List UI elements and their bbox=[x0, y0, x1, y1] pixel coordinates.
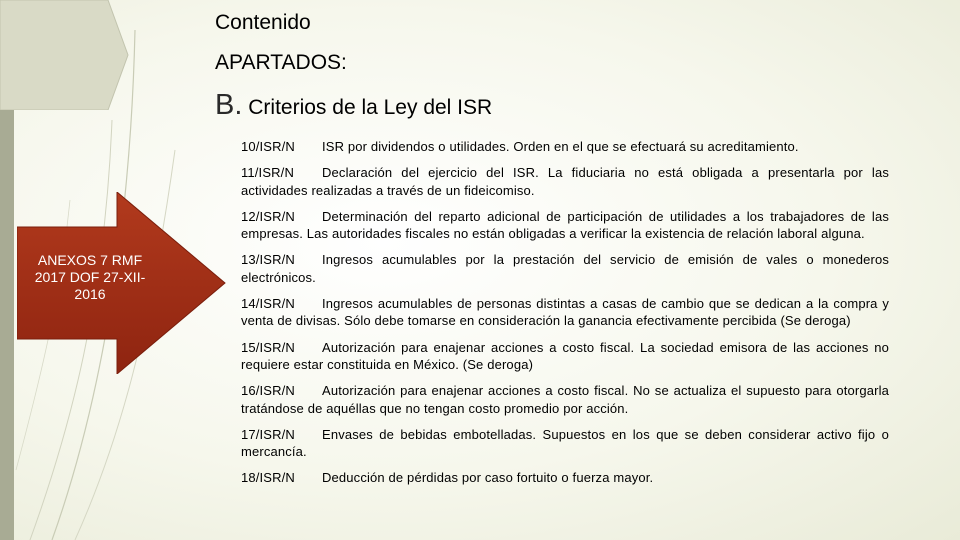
section-letter: B. bbox=[215, 89, 243, 121]
item-text: Declaración del ejercicio del ISR. La fiduciaria no está obligada a presentarla por las actividades realizadas a través de un fideicomiso. bbox=[241, 165, 889, 198]
item-text: ISR por dividendos o utilidades. Orden en el que se efectuará su acreditamiento. bbox=[322, 139, 799, 154]
list-item bbox=[241, 426, 889, 461]
item-code: 17/ISR/N bbox=[241, 426, 295, 442]
item-text: Deducción de pérdidas por caso fortuito o fuerza mayor. bbox=[322, 470, 654, 486]
item-code: 10/ISR/N bbox=[241, 139, 295, 154]
list-item bbox=[241, 295, 889, 330]
list-item bbox=[241, 251, 889, 286]
list-item bbox=[241, 469, 889, 486]
item-text: Determinación del reparto adicional de participación de utilidades a los trabajadores de las empresas. Las autoridades fiscales no están obligadas a verificar la existencia de relación laboral alguna. bbox=[241, 208, 889, 242]
criteria-list bbox=[241, 138, 889, 496]
list-item bbox=[241, 339, 889, 374]
item-text: Envases de bebidas embotelladas. Supuestos en los que se deben considerar activo fijo o mercancía. bbox=[241, 426, 889, 460]
section-heading bbox=[215, 90, 492, 123]
item-text: Ingresos acumulables por la prestación del servicio de emisión de vales o monederos electrónicos. bbox=[241, 252, 889, 285]
item-text: Autorización para enajenar acciones a costo fiscal. La sociedad emisora de las acciones no requiere estar constituida en México. (Se deroga) bbox=[241, 339, 889, 372]
top-arrow-shape bbox=[0, 0, 130, 110]
item-code: 14/ISR/N bbox=[241, 296, 295, 312]
item-code: 18/ISR/N bbox=[241, 470, 295, 486]
item-code: 13/ISR/N bbox=[241, 252, 295, 268]
list-item bbox=[241, 164, 889, 199]
section-title: Criterios de la Ley del ISR bbox=[248, 96, 493, 119]
list-item bbox=[241, 138, 889, 155]
anexos-label: ANEXOS 7 RMF 2017 DOF 27-XII-2016 bbox=[34, 252, 146, 302]
item-code: 12/ISR/N bbox=[241, 208, 295, 224]
item-code: 16/ISR/N bbox=[241, 383, 295, 399]
item-code: 15/ISR/N bbox=[241, 339, 295, 355]
page-title: Contenido bbox=[215, 11, 311, 34]
item-text: Autorización para enajenar acciones a costo fiscal. No se actualiza el supuesto para otorgarla tratándose de aquéllas que no tengan costo promedio por acción. bbox=[241, 383, 889, 416]
list-item bbox=[241, 208, 889, 243]
list-item bbox=[241, 382, 889, 417]
item-code: 11/ISR/N bbox=[241, 165, 294, 181]
apartados-heading: APARTADOS: bbox=[215, 51, 347, 74]
item-text: Ingresos acumulables de personas distintas a casas de cambio que se dedican a la compra y venta de divisas. Sólo debe tomarse en consideración la ganancia efectivamente percibida (Se deroga) bbox=[241, 296, 889, 329]
